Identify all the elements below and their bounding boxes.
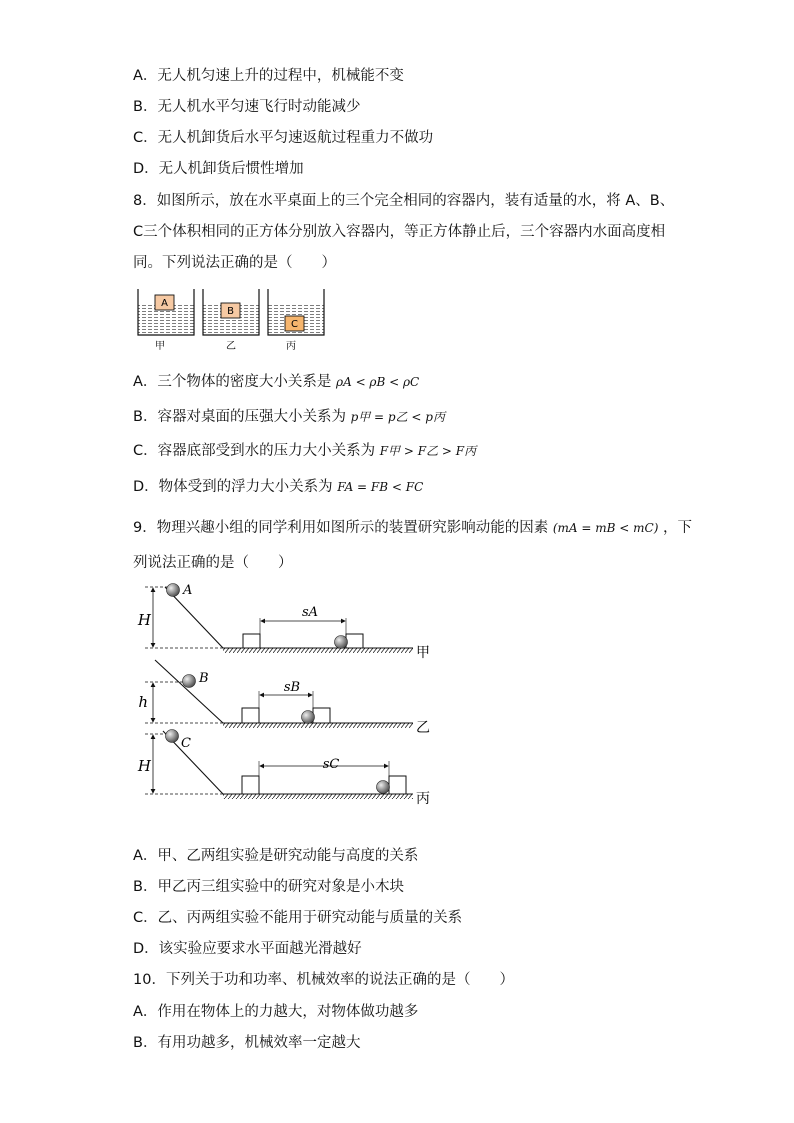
caption-bing: 丙: [286, 341, 296, 352]
q8-option-c: [133, 441, 476, 461]
ball-a-final: [335, 636, 348, 649]
q9-option-d: D．该实验应要求水平面越光滑越好: [133, 941, 362, 957]
setup-jia: [137, 583, 430, 661]
height-label-yi: h: [138, 693, 148, 711]
setup-bing: [137, 730, 430, 808]
ball-b-label: B: [199, 671, 209, 686]
group-label-bing: 丙: [416, 791, 430, 807]
q9-stem-text: 9．物理兴趣小组的同学利用如图所示的装置研究影响动能的因素: [133, 520, 549, 536]
block-c-label: C: [291, 319, 298, 330]
distance-label-yi: sB: [283, 680, 301, 695]
q9-stem-formula: (mA = mB < mC): [552, 521, 659, 535]
q8-option-d-formula: FA = FB < FC: [337, 480, 424, 494]
group-label-yi: 乙: [416, 720, 430, 736]
distance-label-jia: sA: [301, 605, 319, 620]
q10-option-b: B．有用功越多，机械效率一定越大: [133, 1035, 361, 1051]
q8-stem-line-1: 8．如图所示，放在水平桌面上的三个完全相同的容器内，装有适量的水，将 A、B、: [133, 193, 675, 209]
ball-b-final: [302, 711, 315, 724]
q8-option-a-formula: ρA < ρB < ρC: [336, 375, 420, 389]
height-label-bing: H: [137, 757, 151, 775]
q8-option-b-text: B．容器对桌面的压强大小关系为: [133, 409, 346, 425]
setup-yi: [138, 660, 430, 736]
q9-option-b: B．甲乙丙三组实验中的研究对象是小木块: [133, 879, 404, 895]
ball-a: [167, 584, 180, 597]
q8-option-a: [133, 372, 419, 392]
q8-option-d: [133, 477, 423, 497]
block-b-label: B: [227, 306, 234, 317]
group-label-jia: 甲: [416, 645, 430, 661]
container-yi: [203, 289, 259, 352]
q7-option-b: B．无人机水平匀速飞行时动能减少: [133, 99, 361, 115]
q9-stem-line-2: 列说法正确的是（ ）: [133, 555, 293, 571]
q9-option-a: A．甲、乙两组实验是研究动能与高度的关系: [133, 848, 419, 864]
container-jia: [138, 289, 194, 352]
ball-c-final: [377, 781, 390, 794]
height-label-jia: H: [137, 611, 151, 629]
q8-option-d-text: D．物体受到的浮力大小关系为: [133, 479, 333, 495]
ball-c: [166, 730, 179, 743]
q7-option-d: D．无人机卸货后惯性增加: [133, 161, 304, 177]
block-a-label: A: [161, 298, 168, 309]
q8-stem-line-3: 同。下列说法正确的是（ ）: [133, 255, 336, 271]
ball-c-label: C: [181, 736, 191, 751]
q9-kinetic-energy-figure: [125, 578, 445, 808]
q8-option-c-text: C．容器底部受到水的压力大小关系为: [133, 443, 376, 459]
q8-option-c-formula: F甲 > F乙 > F丙: [379, 444, 477, 458]
q7-option-a: A．无人机匀速上升的过程中，机械能不变: [133, 68, 404, 84]
q8-option-b: [133, 407, 445, 427]
caption-jia: 甲: [155, 341, 165, 352]
ball-a-label: A: [183, 583, 193, 598]
distance-label-bing: sC: [322, 757, 340, 772]
caption-yi: 乙: [226, 341, 236, 352]
container-bing: [268, 289, 324, 352]
q10-option-a: A．作用在物体上的力越大，对物体做功越多: [133, 1004, 419, 1020]
q9-option-c: C．乙、丙两组实验不能用于研究动能与质量的关系: [133, 910, 463, 926]
q8-option-b-formula: p甲 = p乙 < p丙: [350, 410, 445, 424]
q8-stem-line-2: C三个体积相同的正方体分别放入容器内，等正方体静止后，三个容器内水面高度相: [133, 224, 666, 240]
q9-stem-end: ，下: [663, 520, 692, 536]
q7-option-c: C．无人机卸货后水平匀速返航过程重力不做功: [133, 130, 434, 146]
q8-containers-figure: [130, 283, 330, 355]
q8-option-a-text: A．三个物体的密度大小关系是: [133, 374, 332, 390]
q10-stem: 10．下列关于功和功率、机械效率的说法正确的是（ ）: [133, 972, 514, 988]
ball-b: [183, 675, 196, 688]
q9-stem-line-1: [133, 518, 692, 538]
